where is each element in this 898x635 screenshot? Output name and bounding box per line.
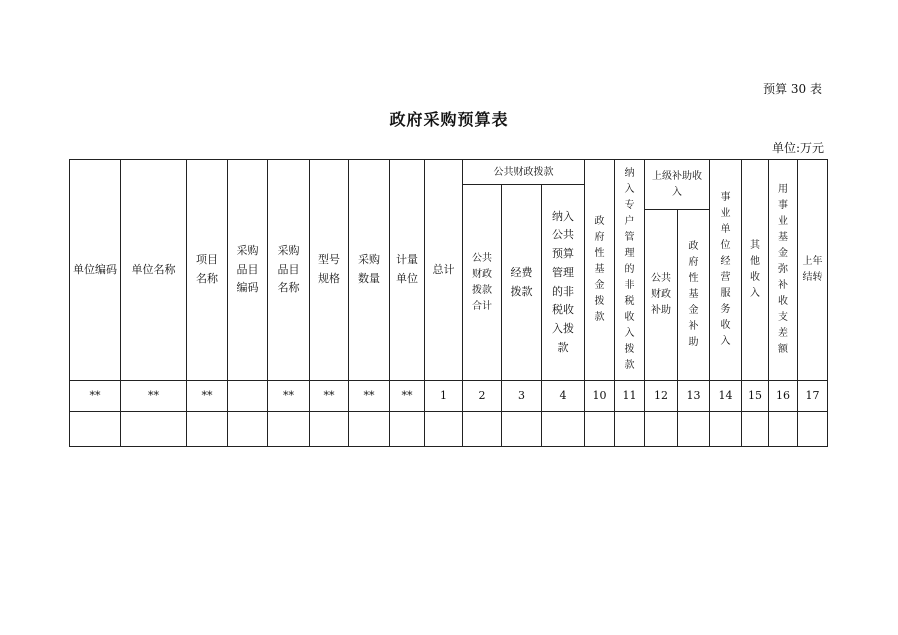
data-cell[interactable] — [349, 412, 390, 447]
header-fund-balance: 用 事 业 基 金 弥 补 收 支 差 额 — [769, 160, 798, 381]
index-cell: 16 — [769, 381, 798, 412]
data-cell[interactable] — [678, 412, 710, 447]
header-unit-name: 单位名称 — [121, 160, 187, 381]
header-other-income: 其 他 收 入 — [742, 160, 769, 381]
index-cell: ** — [187, 381, 228, 412]
header-expense-grant: 经费 拨款 — [502, 185, 542, 381]
data-cell[interactable] — [187, 412, 228, 447]
data-cell[interactable] — [710, 412, 742, 447]
data-cell[interactable] — [585, 412, 615, 447]
header-public-fiscal-total: 公共 财政 拨款 合计 — [463, 185, 502, 381]
index-cell: 3 — [502, 381, 542, 412]
index-cell: 1 — [425, 381, 463, 412]
data-cell[interactable] — [742, 412, 769, 447]
index-cell: 11 — [615, 381, 645, 412]
data-cell[interactable] — [268, 412, 310, 447]
data-cell[interactable] — [425, 412, 463, 447]
data-cell[interactable] — [645, 412, 678, 447]
header-quantity: 采购 数量 — [349, 160, 390, 381]
data-cell[interactable] — [463, 412, 502, 447]
header-catalog-code: 采购 品目 编码 — [228, 160, 268, 381]
header-gov-fund-subsidy: 政 府 性 基 金 补 助 — [678, 210, 710, 381]
header-model: 型号 规格 — [310, 160, 349, 381]
index-cell: 15 — [742, 381, 769, 412]
index-cell: 2 — [463, 381, 502, 412]
unit-label: 单位:万元 — [771, 141, 824, 155]
data-cell[interactable] — [121, 412, 187, 447]
index-cell: 4 — [542, 381, 585, 412]
index-cell — [228, 381, 268, 412]
header-non-tax-income: 纳入 公共 预算 管理 的非 税收 入拨 款 — [542, 185, 585, 381]
form-number: 预算 30 表 — [763, 82, 822, 96]
index-cell: ** — [349, 381, 390, 412]
data-cell[interactable] — [228, 412, 268, 447]
index-cell: ** — [310, 381, 349, 412]
budget-table — [69, 159, 828, 447]
data-cell[interactable] — [798, 412, 828, 447]
index-cell: 14 — [710, 381, 742, 412]
data-cell[interactable] — [70, 412, 121, 447]
table-row — [70, 381, 828, 412]
data-cell[interactable] — [542, 412, 585, 447]
index-cell: ** — [268, 381, 310, 412]
header-measure-unit: 计量 单位 — [390, 160, 425, 381]
data-cell[interactable] — [502, 412, 542, 447]
index-cell: 13 — [678, 381, 710, 412]
header-public-fiscal-subsidy: 公共 财政 补助 — [645, 210, 678, 381]
header-special-non-tax: 纳 入 专 户 管 理 的 非 税 收 入 拨 款 — [615, 160, 645, 381]
page-title: 政府采购预算表 — [389, 110, 509, 129]
header-carryover: 上年 结转 — [798, 160, 828, 381]
index-cell: ** — [121, 381, 187, 412]
header-upper-subsidy: 上级补助收 入 — [645, 160, 710, 210]
data-cell[interactable] — [769, 412, 798, 447]
index-cell: 10 — [585, 381, 615, 412]
header-total: 总计 — [425, 160, 463, 381]
data-cell[interactable] — [310, 412, 349, 447]
data-cell[interactable] — [390, 412, 425, 447]
index-cell: ** — [390, 381, 425, 412]
index-cell: 12 — [645, 381, 678, 412]
header-unit-code: 单位编码 — [70, 160, 121, 381]
header-project-name: 项目 名称 — [187, 160, 228, 381]
index-cell: 17 — [798, 381, 828, 412]
table-row — [70, 412, 828, 447]
header-public-fiscal: 公共财政拨款 — [463, 160, 585, 185]
index-cell: ** — [70, 381, 121, 412]
data-cell[interactable] — [615, 412, 645, 447]
header-business-income: 事 业 单 位 经 营 服 务 收 入 — [710, 160, 742, 381]
header-catalog-name: 采购 品目 名称 — [268, 160, 310, 381]
header-gov-fund: 政 府 性 基 金 拨 款 — [585, 160, 615, 381]
